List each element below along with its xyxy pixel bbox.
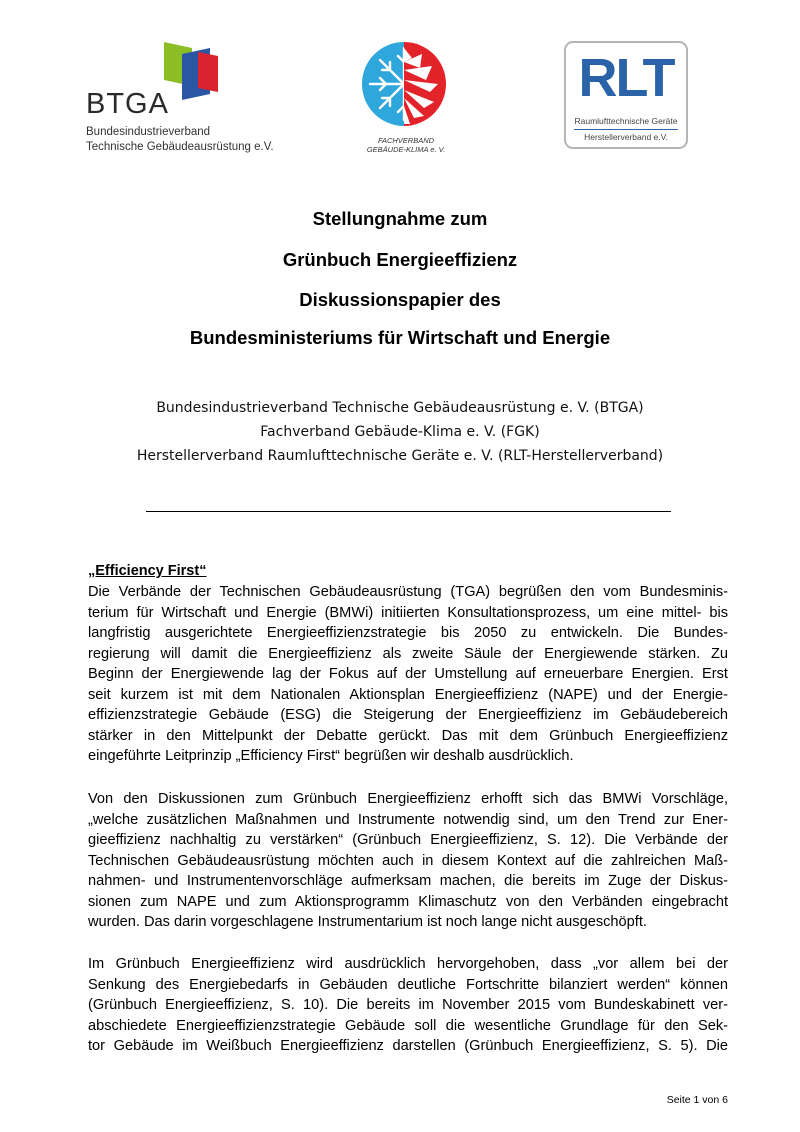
organization-fgk: Fachverband Gebäude-Klima e. V. (FGK) (260, 424, 540, 440)
document-title-line1: Stellungnahme zum (312, 208, 488, 229)
page-number: Seite 1 von 6 (666, 1094, 728, 1106)
paragraph-line: „welche zusätzlichen Maßnahmen und Instrumente notwendig sind, um den Trend zur Ener- (88, 811, 728, 828)
paragraph-line: nahmen- und Instrumentenvorschläge aufmerksam machen, die bereits im Zuge der Diskus- (88, 873, 728, 889)
paragraph-line: (Grünbuch Energieeffizienz, S. 10). Die bereits im November 2015 vom Bundeskabinett ver- (88, 997, 728, 1013)
paragraph-line: Von den Diskussionen zum Grünbuch Energieeffizienz erhofft sich das BMWi Vorschläge, (88, 791, 728, 807)
document-title-line2: Grünbuch Energieeffizienz (282, 249, 518, 270)
organization-rlt: Herstellerverband Raumlufttechnische Geräte e. V. (RLT-Herstellerverband) (136, 448, 664, 464)
section-heading: „Efficiency First“ (88, 563, 207, 579)
paragraph-line: eingeführte Leitprinzip „Efficiency First“ begrüßen wir deshalb ausdrücklich. (88, 748, 574, 764)
paragraph-line: gieeffizienz nachhaltig zu verstärken“ (Grünbuch Energieeffizienz, S. 12). Die Verbände der (88, 832, 728, 848)
paragraph-line: Senkung des Energiebedarfs in Gebäuden deutliche Fortschritte bilanziert werden“ können (88, 976, 728, 993)
btga-logo-mark (164, 42, 224, 100)
organization-btga: Bundesindustrieverband Technische Gebäudeausrüstung e. V. (BTGA) (156, 400, 644, 416)
paragraph-line: wurden. Das darin vorgeschlagene Instrumentarium ist noch lange nicht ausgeschöpft. (88, 914, 647, 930)
fgk-logo (356, 40, 456, 158)
btga-subtitle-line2: Technische Gebäudeausrüstung e.V. (86, 141, 274, 153)
rlt-subtitle-line1: Raumlufttechnische Geräte (574, 116, 678, 126)
btga-subtitle-line1: Bundesindustrieverband (86, 126, 211, 138)
paragraph-line: stärker in den Mittelpunkt der Debatte gerückt. Das mit dem Grünbuch Energieeffizienz (88, 727, 728, 744)
paragraph-line: tor Gebäude im Weißbuch Energieeffizienz darstellen (Grünbuch Energieeffizienz, S. 5). Die (88, 1038, 728, 1054)
horizontal-separator (146, 511, 671, 512)
fgk-subtitle-line2: GEBÄUDE-KLIMA e. V. (366, 145, 446, 154)
paragraph-1 (88, 582, 728, 767)
paragraph-2 (88, 789, 728, 933)
paragraph-line: Beginn der Energiewende lag der Fokus auf der Umstellung auf erneuerbare Energien. Erst (88, 666, 728, 682)
paragraph-line: langfristig ausgerichtete Energieeffizienzstrategie bis 2050 zu entwickeln. Die Bundes- (88, 625, 728, 641)
paragraph-line: terium für Wirtschaft und Energie (BMWi) initiierten Konsultationsprozess, um eine mittel- bis (88, 604, 728, 621)
paragraph-line: Technischen Gebäudeausrüstung möchten auch in diesem Kontext auf die zahlreichen Maß- (88, 852, 728, 869)
paragraph-3 (88, 954, 728, 1057)
rlt-logo (564, 41, 688, 149)
paragraph-line: regierung will damit die Energieeffizienz als zweite Säule der Energiewende stärken. Zu (88, 645, 728, 662)
snowflake-sun-icon (360, 40, 448, 128)
rlt-divider (574, 129, 678, 130)
paragraph-line: Im Grünbuch Energieeffizienz wird ausdrücklich hervorgehoben, dass „vor allem bei der (88, 956, 728, 972)
btga-logo-name: BTGA (86, 88, 169, 120)
rlt-logo-name: RLT (578, 48, 674, 108)
document-title-line3: Diskussionspapier des (299, 289, 501, 310)
paragraph-line: abschiedete Energieeffizienzstrategie Gebäude soll die wesentliche Grundlage für den Sek- (88, 1017, 728, 1034)
btga-logo (86, 42, 286, 157)
paragraph-line: seit kurzem ist mit dem Nationalen Aktionsplan Energieeffizienz (NAPE) und der Energie- (88, 686, 728, 703)
fgk-subtitle-line1: FACHVERBAND (377, 136, 435, 145)
rlt-subtitle-line2: Herstellerverband e.V. (584, 132, 668, 142)
paragraph-line: effizienzstrategie Gebäude (ESG) die Steigerung der Energieeffizienz im Gebäudebereich (88, 707, 728, 723)
paragraph-line: Die Verbände der Technischen Gebäudeausrüstung (TGA) begrüßen den vom Bundesminis- (88, 584, 728, 600)
document-title-line4: Bundesministeriums für Wirtschaft und Energie (189, 327, 611, 348)
paragraph-line: sionen zum NAPE und zum Aktionsprogramm Klimaschutz von den Verbänden eingebracht (88, 893, 728, 910)
